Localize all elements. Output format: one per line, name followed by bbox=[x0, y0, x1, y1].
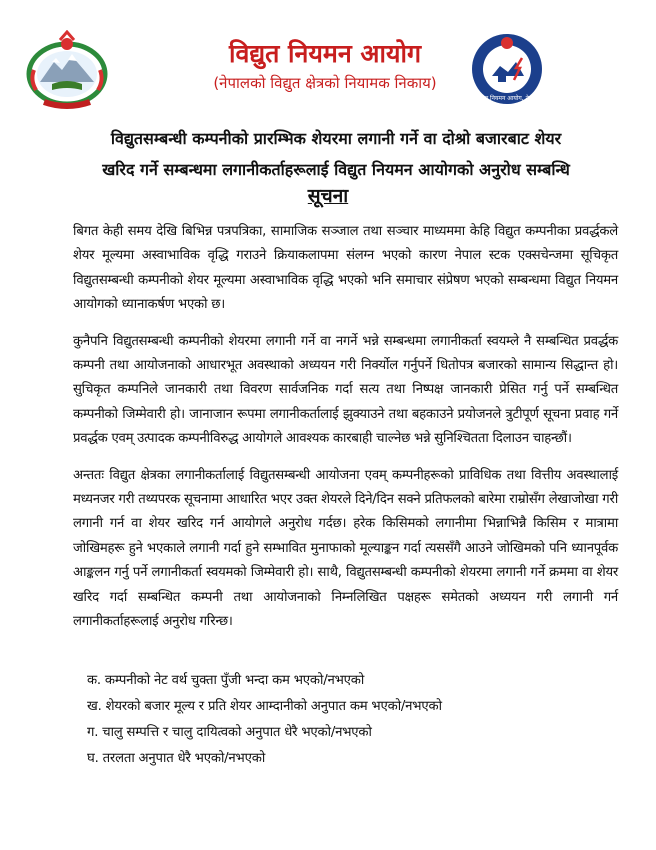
subject-line-1: विद्युतसम्बन्धी कम्पनीको प्रारम्भिक शेयरमा लगानी गर्ने वा दोश्रो बजारबाट शेयर bbox=[110, 129, 562, 148]
commission-logo-text: विद्युत नियमन आयोग, नेपाल bbox=[476, 95, 538, 102]
checklist-item: घ. तरलता अनुपात धेरै भएको/नभएको bbox=[87, 751, 266, 766]
commission-logo-icon bbox=[470, 32, 544, 106]
notice-heading: सूचना bbox=[307, 185, 349, 207]
nepal-government-emblem-icon bbox=[22, 30, 112, 110]
checklist-item: ख. शेयरको बजार मूल्य र प्रति शेयर आम्दानीको अनुपात कम भएको/नभएको bbox=[87, 699, 442, 714]
paragraph-3: अन्ततः विद्युत क्षेत्रका लगानीकर्तालाई विद्युतसम्बन्धी आयोजना एवम् कम्पनीहरूको प्राविधिक तथा वित्तीय अवस्थालाई मध्यनजर गरी तथ्यपरक सूचनामा आधारित भएर उक्त शेयरले दिने/दिन सक्ने प्रतिफलको बारेमा राम्रोसँग लेखाजोखा गरी लगानी गर्न वा शेयर खरिद गर्न आयोगले अनुरोध गर्दछ। हरेक किसिमको लगानीमा भिन्नाभिन्नै किसिम र मात्रामा जोखिमहरू हुने भएकाले लगानी गर्दा हुने सम्भावित मुनाफाको मूल्याङ्कन गर्दा त्यससँगै आउने जोखिमको पनि ध्यानपूर्वक आङ्कलन गर्नु पर्ने लगानीकर्ता स्वयमको जिम्मेवारी हो। साथै, विद्युतसम्बन्धी कम्पनीको शेयरमा लगानी गर्ने क्रममा वा शेयर खरिद गर्दा सम्बन्धित कम्पनी तथा आयोजनाको निम्नलिखित पक्षहरू समेतको अध्ययन गरी लगानी गर्न लगानीकर्ताहरूलाई अनुरोध गरिन्छ। bbox=[73, 467, 618, 630]
paragraph-1: बिगत केही समय देखि बिभिन्न पत्रपत्रिका, सामाजिक सञ्जाल तथा सञ्चार माध्यममा केहि विद्युत कम्पनीका प्रवर्द्धकले शेयर मूल्यमा अस्वाभाविक वृद्धि गराउने क्रियाकलापमा संलग्न भएको कारण नेपाल स्टक एक्सचेन्जमा सूचिकृत विद्युतसम्बन्धी कम्पनीको शेयर मूल्यमा अस्वाभाविक वृद्धि भएको भनि समाचार संप्रेषण भएको सम्बन्धमा विद्युत नियमन आयोगको ध्यानाकर्षण भएको छ। bbox=[73, 224, 618, 313]
checklist-item: ग. चालु सम्पत्ति र चालु दायित्वको अनुपात धेरै भएको/नभएको bbox=[87, 725, 372, 740]
checklist bbox=[87, 668, 547, 772]
subject-heading bbox=[58, 123, 614, 185]
subject-line-2: खरिद गर्ने सम्बन्धमा लगानीकर्ताहरूलाई विद्युत नियमन आयोगको अनुरोध सम्बन्धि bbox=[102, 160, 570, 179]
letterhead bbox=[0, 0, 656, 110]
paragraph-2: कुनैपनि विद्युतसम्बन्धी कम्पनीको शेयरमा लगानी गर्ने वा नगर्ने भन्ने सम्बन्धमा लगानीकर्ता स्वयम्ले नै सम्बन्धित प्रवर्द्धक कम्पनी तथा आयोजनाको आधारभूत अवस्थाको अध्ययन गरी निर्क्योल गर्नुपर्ने धितोपत्र बजारको सामान्य सिद्धान्त हो। सुचिकृत कम्पनिले जानकारी तथा विवरण सार्वजनिक गर्दा सत्य तथा निष्पक्ष जानकारी प्रेसित गर्नु पर्ने सम्बन्धित कम्पनीको जिम्मेवारी हो। जानाजान रूपमा लगानीकर्तालाई झुक्याउने तथा बहकाउने प्रयोजनले त्रुटीपूर्ण सूचना प्रवाह गर्ने प्रवर्द्धक एवम् उत्पादक कम्पनीविरुद्ध आयोगले आवश्यक कारबाही चाल्नेछ भन्ने सुनिश्चितता दिलाउन चाहन्छौं। bbox=[73, 333, 618, 447]
org-subtitle: (नेपालको विद्युत क्षेत्रको नियामक निकाय) bbox=[213, 74, 437, 92]
title-block bbox=[150, 38, 500, 94]
org-title: विद्युत नियमन आयोग bbox=[228, 39, 422, 68]
checklist-item: क. कम्पनीको नेट वर्थ चुक्ता पुँजी भन्दा कम भएको/नभएको bbox=[87, 673, 365, 688]
notice-body bbox=[73, 220, 618, 647]
